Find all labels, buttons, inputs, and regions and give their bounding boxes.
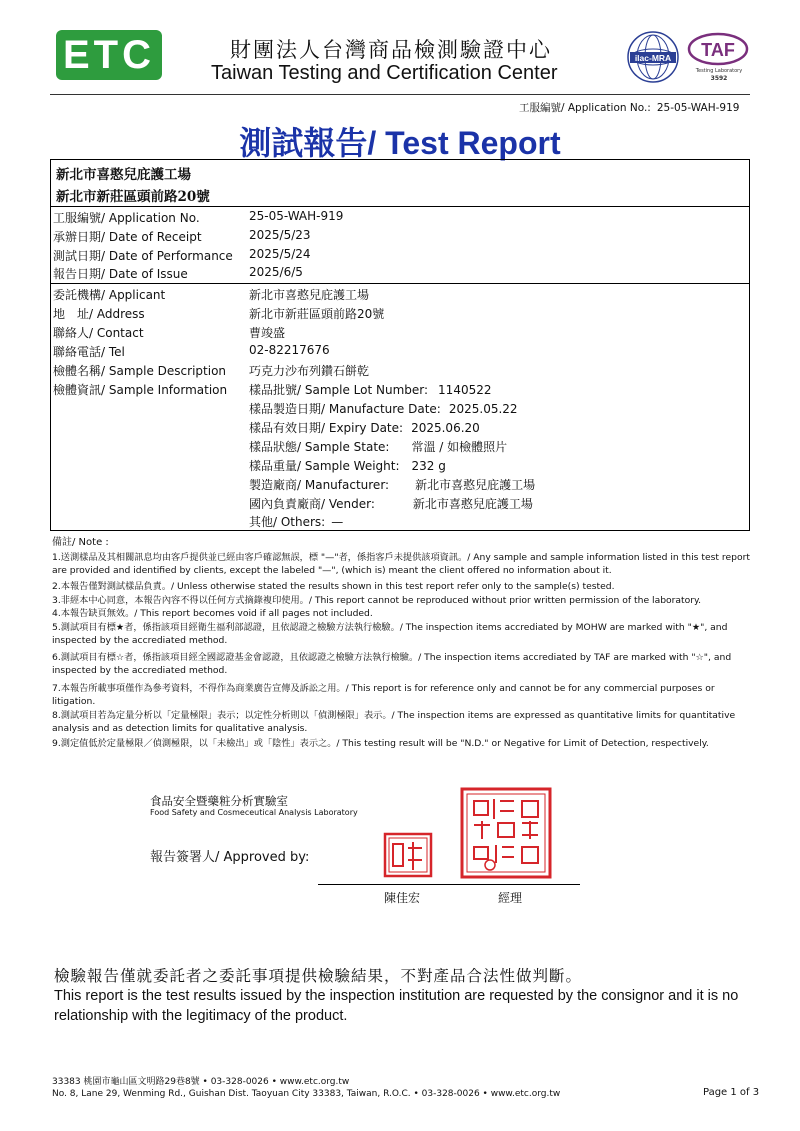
header-divider [50,94,750,95]
contact-value: 曹竣盛 [249,326,286,340]
sample-info-row [249,381,492,398]
sample-info-val: 新北市喜憨兒庇護工場 [412,497,533,511]
sample-info-key: 樣品製造日期/ Manufacture Date: [249,402,441,416]
notes-title: 備註/ Note : [52,537,109,548]
page-number: Page 1 of 3 [703,1087,760,1098]
tel-label: 聯絡電話/ Tel [53,345,125,359]
date-value: 2025/6/5 [249,265,303,279]
official-seal [460,787,552,879]
lab-name-cn: 食品安全暨藥粧分析實驗室 [150,794,288,808]
box-divider-2 [50,283,750,284]
footer-address-cn: 33383 桃園市龜山區文明路29巷8號 • 03-328-0026 • www.etc.org.tw [52,1077,350,1087]
org-name-en: Taiwan Testing and Certification Center [211,62,558,84]
ilac-text: ilac-MRA [634,53,672,63]
personal-seal [383,832,433,878]
date-value: 2025/5/23 [249,228,311,242]
tel-value: 02-82217676 [249,343,330,357]
client-address: 新北市新莊區頭前路20號 [56,189,210,205]
sample-info-row [249,513,343,530]
applicant-value: 新北市喜憨兒庇護工場 [249,288,370,302]
ilac-mra-logo [626,30,680,84]
sample-info-key: 樣品有效日期/ Expiry Date: [249,421,404,435]
date-value: 2025/5/24 [249,247,311,261]
sample-info-val: — [331,515,344,529]
sample-description-value: 巧克力沙布列鑽石餅乾 [249,364,370,378]
application-no-label: 工服編號/ Application No.: [519,102,651,114]
address-label: 地 址/ Address [53,307,145,321]
note-item: 3.非經本中心同意，本報告內容不得以任何方式摘錄複印使用。/ This report cannot be reproduced without prior written permission of the laboratory. [52,595,702,606]
date-label: 承辦日期/ Date of Receipt [53,230,202,244]
sample-info-val: 2025.06.20 [411,421,480,435]
sample-info-val: 常溫 / 如檢體照片 [411,440,508,454]
note-item: 2.本報告僅對測試樣品負責。/ Unless otherwise stated the results shown in this test report refer only to the sample(s) tested. [52,581,615,592]
signer-title: 經理 [498,891,523,905]
note-item: 9.測定值低於定量極限／偵測極限，以「未檢出」或「陰性」表示之。/ This testing result will be "N.D." or Negative for Limit of Detection, respectively. [52,738,709,749]
approved-by-label: 報告簽署人/ Approved by: [150,850,310,865]
sample-info-val: 新北市喜憨兒庇護工場 [415,478,536,492]
sample-info-key: 樣品重量/ Sample Weight: [249,459,400,473]
signer-name: 陳佳宏 [384,891,421,905]
disclaimer-cn: 檢驗報告僅就委託者之委託事項提供檢驗結果，不對產品合法性做判斷。 [54,967,583,985]
taf-lab-label: Testing Laboratory [695,68,743,74]
sample-info-row [249,476,535,493]
contact-label: 聯絡人/ Contact [53,326,144,340]
sample-info-row [249,419,480,436]
sample-info-row [249,438,507,455]
applicant-label: 委託機構/ Applicant [53,288,166,302]
note-item: 8.測試項目若為定量分析以「定量極限」表示；以定性分析則以「偵測極限」表示。/ The inspection items are expressed as quantitative limits for quantitative analysis and as detection limits for qualitative analysis. [52,710,736,734]
sample-info-label: 檢體資訊/ Sample Information [53,383,228,397]
page-title: 測試報告/ Test Report [239,125,561,161]
application-no-top [519,100,739,115]
box-divider-1 [50,206,750,207]
date-value: 25-05-WAH-919 [249,209,344,223]
sample-info-val: 232 g [411,459,446,473]
taf-number: 3592 [710,75,728,82]
sample-info-key: 樣品批號/ Sample Lot Number: [249,383,429,397]
date-label: 工服編號/ Application No. [53,211,200,225]
sample-info-val: 2025.05.22 [448,402,518,416]
sample-info-key: 其他/ Others: [249,515,326,529]
sample-info-val: 1140522 [438,383,492,397]
note-item: 5.測試項目有標★者，係指該項目經衛生福利部認證，且依認證之檢驗方法執行檢驗。/ The inspection items accrediated by MOHW are marked with "★", and inspected by the accrediated method. [52,622,728,646]
address-value: 新北市新莊區頭前路20號 [249,307,385,321]
sample-info-key: 製造廠商/ Manufacturer: [249,478,390,492]
sample-info-row [249,495,533,512]
taf-logo [687,32,749,66]
box-divider-3 [50,530,750,531]
note-item: 6.測試項目有標☆者，係指該項目經全國認證基金會認證，且依認證之檢驗方法執行檢驗。/ The inspection items accrediated by TAF are marked with "☆", and inspected by the accrediated method. [52,652,732,676]
client-name: 新北市喜憨兒庇護工場 [56,167,191,183]
sample-info-key: 樣品狀態/ Sample State: [249,440,390,454]
disclaimer-en: This report is the test results issued by the inspection institution are requested by the consignor and it is no relationship with the legitimacy of the product. [54,988,739,1024]
note-item: 4.本報告缺頁無效。/ This report becomes void if all pages not included. [52,608,373,619]
date-label: 報告日期/ Date of Issue [53,267,188,281]
sample-info-row [249,400,518,417]
lab-name-en: Food Safety and Cosmeceutical Analysis Laboratory [150,808,358,817]
etc-logo: ETC [56,30,162,80]
note-item: 7.本報告所載事項僅作為參考資料，不得作為商業廣告宣傳及訴訟之用。/ This report is for reference only and cannot be for any commercial purposes or litigation. [52,683,715,707]
sample-info-key: 國內負責廠商/ Vender: [249,497,375,511]
footer-address-en: No. 8, Lane 29, Wenming Rd., Guishan Dist. Taoyuan City 33383, Taiwan, R.O.C. • 03-328-0026 • www.etc.org.tw [52,1089,561,1099]
org-name-cn: 財團法人台灣商品檢測驗證中心 [230,38,552,62]
signature-line [318,884,580,885]
sample-info-row [249,457,446,474]
note-item: 1.送測樣品及其相關訊息均由客戶提供並已經由客戶確認無誤，標 "—"者，係指客戶未提供該項資訊。/ Any sample and sample information listed in this test report are provided and identified by clients, except the labeled "—", (which is) meant the client offered no information about it. [52,552,750,576]
sample-description-label: 檢體名稱/ Sample Description [53,364,227,378]
application-no-value: 25-05-WAH-919 [656,102,740,114]
taf-text: TAF [701,40,735,60]
taf-subtitle [684,68,754,82]
date-label: 測試日期/ Date of Performance [53,249,233,263]
